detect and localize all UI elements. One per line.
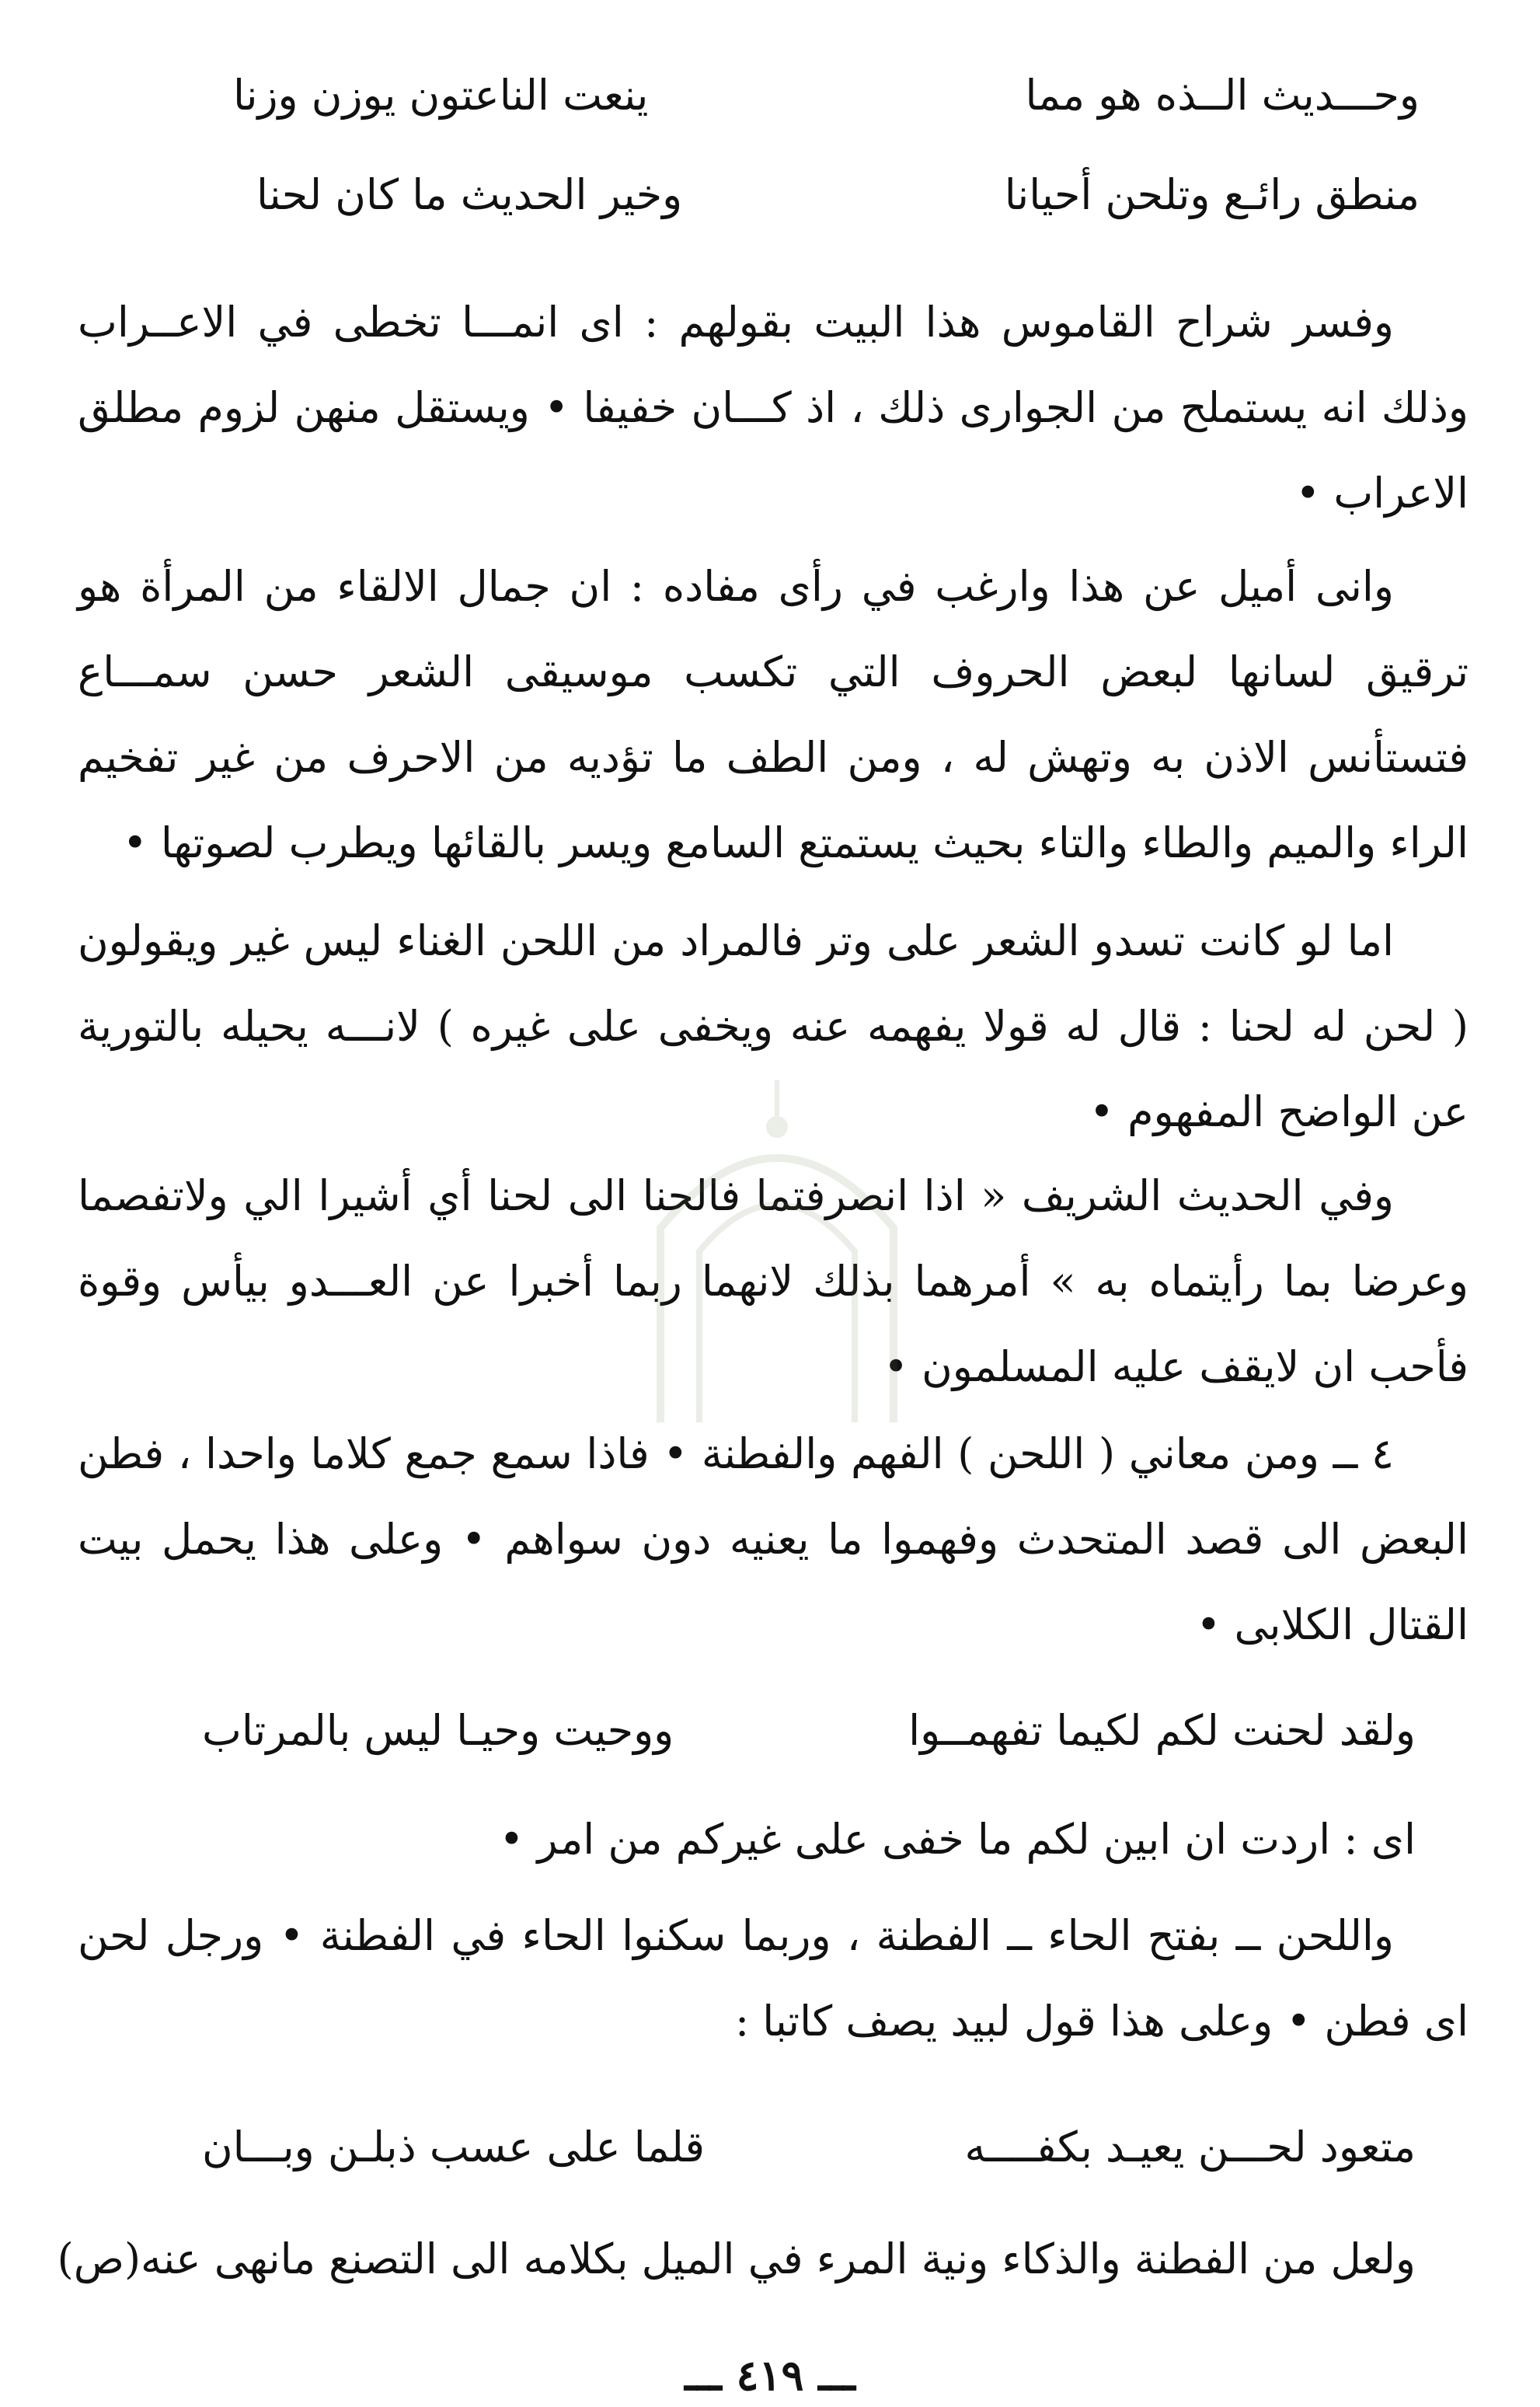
- page-number: ـــ ٤١٩ ـــ: [685, 2350, 855, 2400]
- paragraph-author-opinion: وانى أميل عن هذا وارغب في رأى مفاده : ان جمال الالقاء من المرأة هو ترقيق لسانها لبعض الحروف التي تكسب موسيقى الشعر حسن سمـــاع فتستأنس الاذن به وتهش له ، ومن الطف ما تؤديه من الاحرف من غير تفخيم الراء والميم والطاء والتاء بحيث يستمتع السامع ويسر بالقائها ويطرب لصوتها •: [78, 562, 1469, 867]
- verse-1-first-hemistich: وحـــديث الــذه هو مما: [1025, 71, 1420, 120]
- paragraph-singing-meaning: اما لو كانت تسدو الشعر على وتر فالمراد من اللحن الغناء ليس غير ويقولون ( لحن له لحنا : قال له قولا يفهمه عنه ويخفى على غيره ) لانـــه يحيله بالتورية عن الواضح المفهوم •: [78, 916, 1469, 1136]
- paragraph-fatana: واللحن ــ بفتح الحاء ــ الفطنة ، وربما سكنوا الحاء في الفطنة • ورجل لحن اى فطن • وعلى هذا قول لبيد يصف كاتبا :: [78, 1911, 1469, 2046]
- paragraph-hadith: وفي الحديث الشريف « اذا انصرفتما فالحنا الى لحنا أي أشيرا الي ولاتفصما وعرضا بما رأيتماه به » أمرهما بذلك لانهما ربما أخبرا عن العـــدو بيأس وقوة فأحب ان لايقف عليه المسلمون •: [78, 1171, 1469, 1391]
- verse-4-second-hemistich: قلما على عسب ذبلـن وبـــان: [202, 2123, 706, 2172]
- final-line: ولعل من الفطنة والذكاء ونية المرء في الميل بكلامه الى التصنع مانهى عنه(ص): [57, 2234, 1416, 2283]
- verse-3-second-hemistich: ووحيت وحيـا ليس بالمرتاب: [202, 1706, 674, 1755]
- paragraph-qamus-commentary: وفسر شراح القاموس هذا البيت بقولهم : اى انمـــا تخطى في الاعــراب وذلك انه يستملح من الجوارى ذلك ، اذ كـــان خفيفا • ويستقل منهن لزوم مطلق الاعراب •: [78, 298, 1469, 518]
- verse-4-first-hemistich: متعود لحـــن يعيـد بكفــــه: [964, 2123, 1416, 2172]
- mosque-dome-icon: [637, 1073, 917, 1430]
- paragraph-understanding-meaning: ٤ ــ ومن معاني ( اللحن ) الفهم والفطنة • فاذا سمع جمع كلاما واحدا ، فطن البعض الى قصد المتحدث وفهموا ما يعنيه دون سواهم • وعلى هذا يحمل بيت القتال الكلابى •: [78, 1429, 1469, 1649]
- verse-3-explanation: اى : اردت ان ابين لكم ما خفى على غيركم من امر •: [499, 1815, 1416, 1864]
- verse-3-first-hemistich: ولقد لحنت لكم لكيما تفهمــوا: [908, 1706, 1416, 1755]
- verse-1-second-hemistich: ينعت الناعتون يوزن وزنا: [233, 71, 649, 120]
- verse-2-first-hemistich: منطق رائـع وتلحن أحيانا: [1004, 170, 1420, 219]
- verse-2-second-hemistich: وخير الحديث ما كان لحنا: [256, 170, 683, 219]
